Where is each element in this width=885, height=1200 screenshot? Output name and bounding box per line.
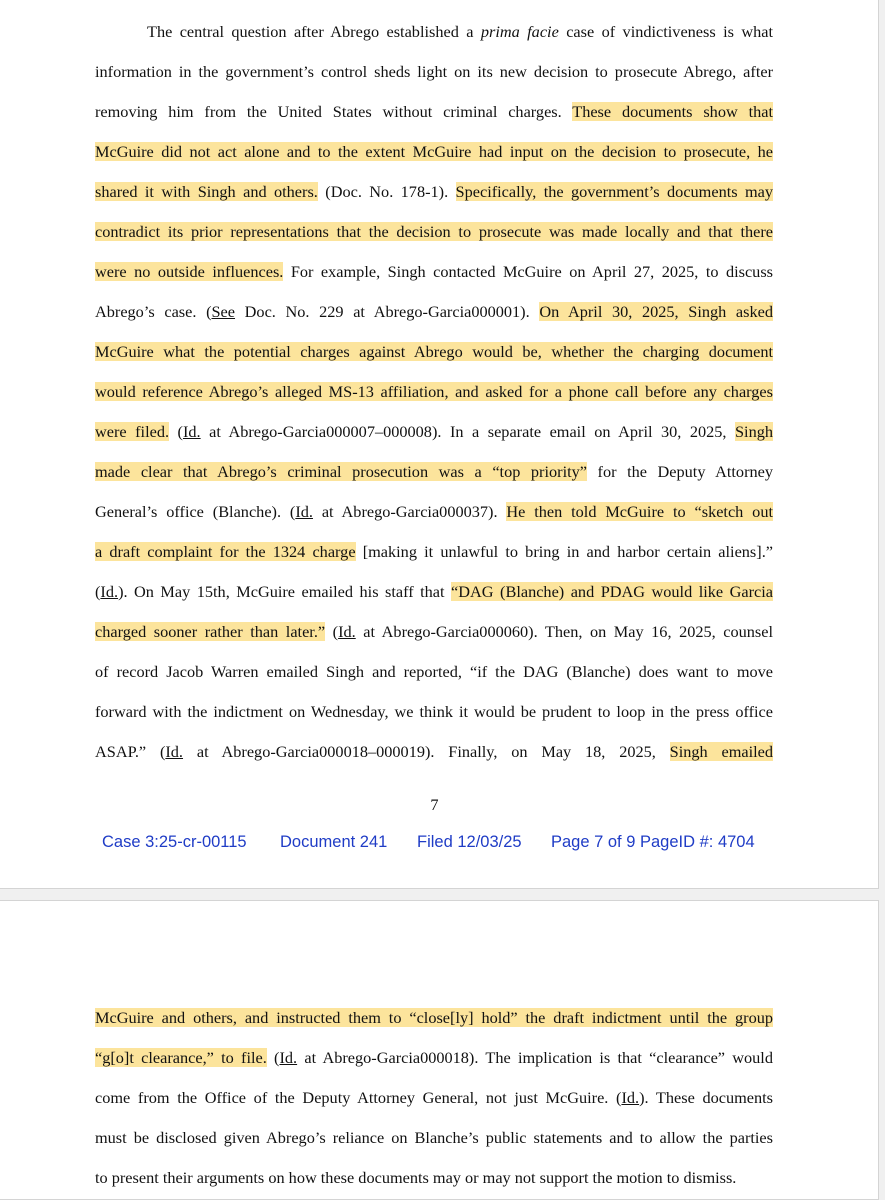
highlighted-text: made clear that Abrego’s criminal prosecution was a (95, 462, 493, 481)
footer-case-number: Case 3:25-cr-00115 (102, 833, 247, 851)
text-run: at Abrego-Garcia000007–000008). In a separate email on April 30, 2025, (200, 422, 735, 441)
text-run: removing him from the United States without criminal charges. (95, 102, 573, 121)
highlighted-text: Singh emailed (669, 742, 774, 761)
text-line (95, 219, 773, 245)
text-run: (Doc. No. 178-1). (317, 182, 456, 201)
italic-text: prima facie (480, 22, 559, 41)
highlighted-text: Singh (735, 422, 774, 441)
highlighted-text: contradict its prior representations that the decision to prosecute was made locally and that there (95, 222, 773, 241)
text-line (95, 59, 773, 85)
highlighted-text: McGuire what the potential charges against Abrego would be, whether the charging document (95, 342, 773, 361)
text-run: information in the government’s control sheds light on its new decision to prosecute Abrego, after (95, 62, 773, 81)
text-line (95, 659, 773, 685)
highlighted-text: charged sooner rather than later.” (95, 622, 326, 641)
text-line (95, 1125, 773, 1151)
highlighted-text: “g[o]t clearance,” to file. (95, 1048, 267, 1067)
citation-signal: See (211, 302, 236, 321)
text-run: Abrego’s case. ( (95, 302, 212, 321)
highlighted-text: These documents show that (572, 102, 773, 121)
citation-signal: Id. (100, 582, 119, 601)
citation-signal: Id. (295, 502, 313, 521)
page-number: 7 (430, 795, 439, 814)
citation-signal: Id. (165, 742, 184, 761)
text-run: come from the Office of the Deputy Attorney General, not just McGuire. ( (95, 1088, 622, 1107)
text-line (95, 1085, 773, 1111)
highlighted-text: a draft complaint for the 1324 charge (95, 542, 356, 561)
highlighted-text: McGuire and others, and instructed them to “close[ly] hold” the draft indictment until the group (95, 1008, 773, 1027)
filing-footer (0, 830, 869, 854)
document-page-8 (0, 900, 879, 1200)
highlighted-text: were no outside influences. (95, 262, 284, 281)
text-run: forward with the indictment on Wednesday, we think it would be prudent to loop in the press office (95, 702, 773, 721)
text-run: ( (266, 1048, 280, 1067)
citation-signal: Id. (338, 622, 356, 641)
text-line (95, 139, 773, 165)
highlighted-text: shared it with Singh and others. (95, 182, 318, 201)
highlighted-text: “DAG (Blanche) and PDAG would like Garcia (451, 582, 773, 601)
highlighted-text: would reference Abrego’s alleged MS-13 affiliation, and asked for a phone call before any charges (95, 382, 773, 401)
text-line (95, 499, 773, 525)
highlighted-text: were filed. (95, 422, 170, 441)
text-run: Doc. No. 229 at Abrego-Garcia000001). (235, 302, 540, 321)
text-run: For example, Singh contacted McGuire on April 27, 2025, to discuss (283, 262, 773, 281)
text-run: of record Jacob Warren emailed Singh and reported, “if the DAG (Blanche) does want to move (95, 662, 773, 681)
citation-signal: Id. (621, 1088, 640, 1107)
text-run: ( (325, 622, 339, 641)
text-run: ). On May 15th, McGuire emailed his staff that (118, 582, 452, 601)
text-line (147, 19, 773, 45)
highlighted-text: “top priority” (492, 462, 587, 481)
text-line (95, 179, 773, 205)
text-run: [making it unlawful to bring in and harbor certain aliens].” (355, 542, 773, 561)
footer-page-info: Page 7 of 9 PageID #: 4704 (551, 833, 755, 851)
footer-document-number: Document 241 (280, 833, 388, 851)
text-run: ( (95, 582, 101, 601)
text-line (95, 579, 773, 605)
text-run: General’s office (Blanche). ( (95, 502, 296, 521)
text-line (95, 259, 773, 285)
text-run: for the Deputy Attorney (586, 462, 774, 481)
text-run: case of vindictiveness is what (558, 22, 773, 41)
text-run: at Abrego-Garcia000018–000019). Finally, on May 18, 2025, (183, 742, 670, 761)
text-run: must be disclosed given Abrego’s reliance on Blanche’s public statements and to allow the parties (95, 1128, 773, 1147)
text-line (95, 699, 773, 725)
text-line (95, 379, 773, 405)
text-line (95, 739, 773, 765)
text-line (95, 1005, 773, 1031)
text-line (95, 539, 773, 565)
text-line (95, 339, 773, 365)
highlighted-text: Specifically, the government’s documents may (455, 182, 774, 201)
text-run: ( (169, 422, 183, 441)
text-run: at Abrego-Garcia000037). (312, 502, 507, 521)
highlighted-text: On April 30, 2025, Singh asked (539, 302, 773, 321)
text-run: ASAP.” ( (95, 742, 166, 761)
text-line (95, 459, 773, 485)
text-line (95, 99, 773, 125)
text-run: at Abrego-Garcia000018). The implication is that “clearance” would (297, 1048, 773, 1067)
highlighted-text: McGuire did not act alone and to the extent McGuire had input on the decision to prosecute, he (95, 142, 773, 161)
text-line (95, 1165, 773, 1191)
citation-signal: Id. (182, 422, 201, 441)
citation-signal: Id. (279, 1048, 298, 1067)
text-run: ). These documents (639, 1088, 773, 1107)
text-run: at Abrego-Garcia000060). Then, on May 16, 2025, counsel (355, 622, 773, 641)
text-run: to present their arguments on how these documents may or may not support the motion to dismiss. (95, 1168, 737, 1187)
text-line (95, 619, 773, 645)
highlighted-text: He then told McGuire to “sketch out (506, 502, 773, 521)
footer-filed-date: Filed 12/03/25 (417, 833, 522, 851)
text-line (95, 299, 773, 325)
text-line (95, 1045, 773, 1071)
text-line (95, 419, 773, 445)
text-run: The central question after Abrego established a (147, 22, 481, 41)
